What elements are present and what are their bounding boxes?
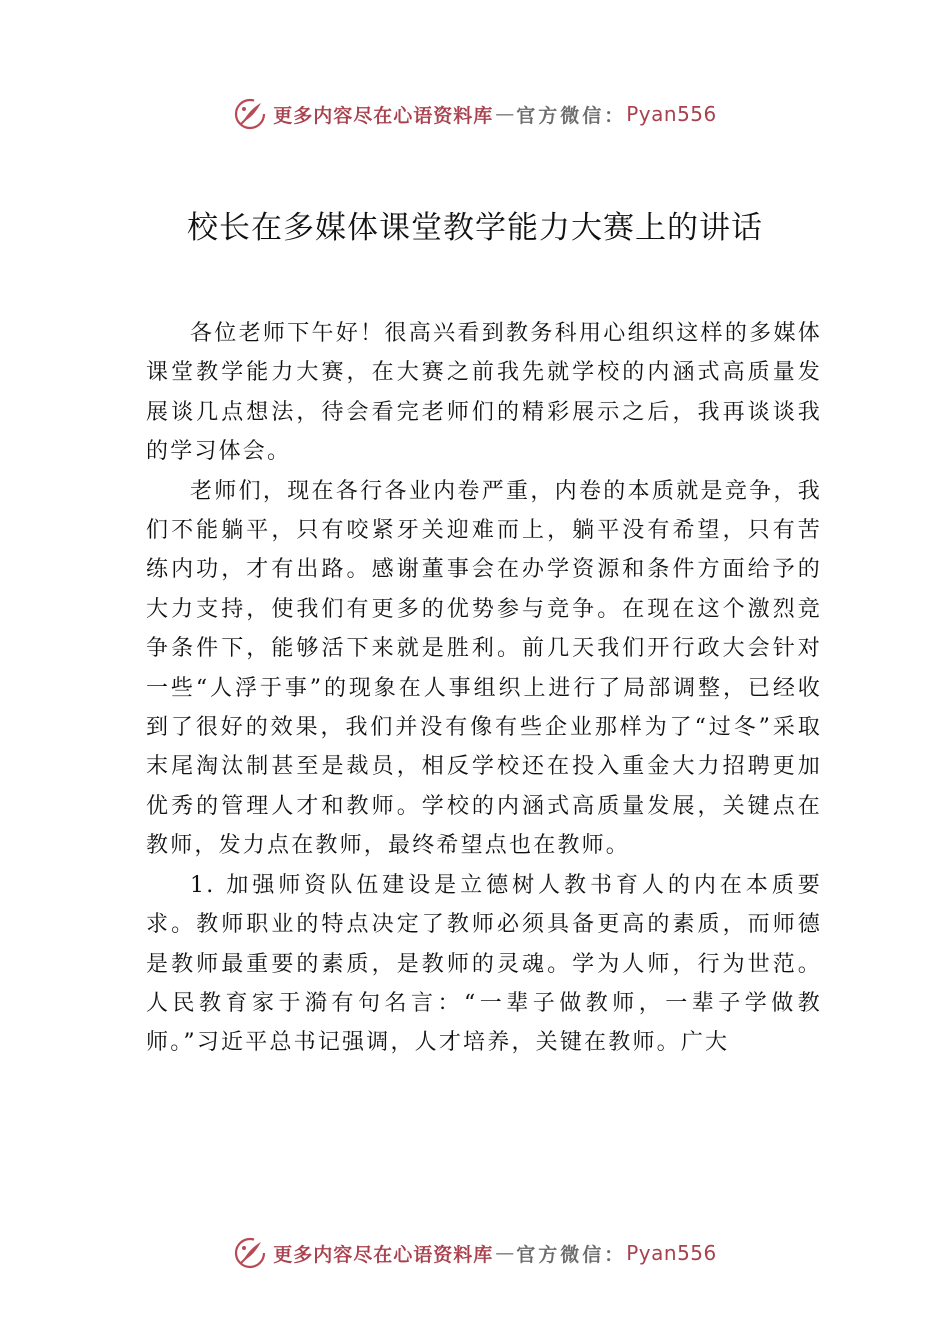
banner-separator: —: [495, 103, 515, 125]
footer-banner[interactable]: [0, 1235, 950, 1271]
banner-wechat-label: 官方微信：: [516, 1243, 627, 1266]
banner-wechat-label: 官方微信：: [516, 104, 627, 127]
paragraph: 老师们，现在各行各业内卷严重，内卷的本质就是竞争，我们不能躺平，只有咬紧牙关迎难而上，躺平没有希望，只有苦练内功，才有出路。感谢董事会在办学资源和条件方面给予的大力支持，使我们有更多的优势参与竞争。在现在这个激烈竞争条件下，能够活下来就是胜利。前几天我们开行政大会针对一些“人浮于事”的现象在人事组织上进行了局部调整，已经收到了很好的效果，我们并没有像有些企业那样为了“过冬”采取末尾淘汰制甚至是裁员，相反学校还在投入重金大力招聘更加优秀的管理人才和教师。学校的内涵式高质量发展，关键点在教师，发力点在教师，最终希望点也在教师。: [146, 478, 822, 859]
banner-text: 更多内容尽在心语资料库: [273, 1243, 494, 1266]
paragraph: 1. 加强师资队伍建设是立德树人教书育人的内在本质要求。教师职业的特点决定了教师必须具备更高的素质，而师德是教师最重要的素质，是教师的灵魂。学为人师，行为世范。人民教育家于漪有句名言：“一辈子做教师，一辈子学做教师。”习近平总书记强调，人才培养，关键在教师。广大: [146, 872, 822, 1056]
quill-pen-logo-icon: [233, 1236, 267, 1270]
banner-text: 更多内容尽在心语资料库: [273, 104, 494, 127]
document-title: 校长在多媒体课堂教学能力大赛上的讲话: [187, 210, 763, 246]
paragraph: 各位老师下午好！很高兴看到教务科用心组织这样的多媒体课堂教学能力大赛，在大赛之前我先就学校的内涵式高质量发展谈几点想法，待会看完老师们的精彩展示之后，我再谈谈我的学习体会。: [146, 321, 822, 465]
document-body: [146, 314, 822, 1063]
banner-separator: —: [495, 1242, 515, 1264]
banner-wechat-id: Pyan556: [626, 1241, 717, 1265]
banner-wechat-id: Pyan556: [626, 102, 717, 126]
header-banner[interactable]: [0, 96, 950, 132]
quill-pen-logo-icon: [233, 97, 267, 131]
